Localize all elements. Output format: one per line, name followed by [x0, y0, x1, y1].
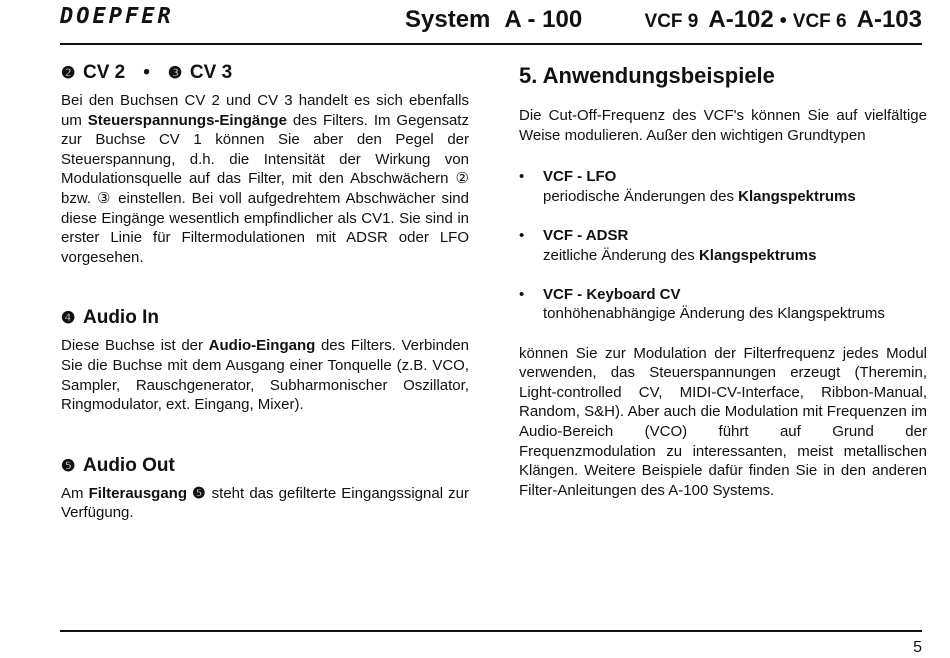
module-models: [645, 6, 922, 34]
cv-text-bold: Steuerspannungs-Eingänge: [87, 111, 287, 129]
list-item-desc: [543, 246, 927, 266]
page-number: 5: [913, 639, 922, 656]
audio-out-text-bold: Filterausgang: [88, 484, 187, 502]
intro-paragraph: Die Cut-Off-Frequenz des VCF's können Sie auf vielfältige Weise modulieren. Außer den wichtigen Grundtypen: [519, 107, 927, 144]
audio-in-text-2: des Filters. Verbinden Sie die Buchse mit dem Ausgang einer Tonquelle (z.B. VCO, Sampler, Rauschgenerator, Subharmonischer Oszillator, Ringmodulator, ext. Eingang, Mixer).: [61, 337, 469, 414]
system-title: [405, 6, 582, 34]
cv-text-2: des Filters. Im Gegensatz zur Buchse CV 1 können Sie aber den Pegel der Steuerspannung, d.h. die Intensität der Wirkung von Modulationsquelle auf das Filter, mit den Abschwächern ② bzw. ③ einstellen. Bei voll aufgedrehtem Abschwächer sind diese Eingänge wesentlich empfindlicher als CV1. Sie sind in erster Linie für Filtermodulationen mit ADSR oder LFO vorgesehen.: [61, 111, 469, 266]
system-number: A - 100: [504, 6, 583, 33]
audio-out-paragraph: [61, 484, 469, 523]
list-item-title: VCF - LFO: [543, 168, 617, 186]
cv-text-1: Bei den Buchsen CV 2 und CV 3 handelt es sich ebenfalls um: [61, 92, 469, 129]
doepfer-logo: DOEPFER: [60, 4, 174, 29]
desc-bold: Klangspektrums: [698, 246, 817, 264]
list-item-title: VCF - Keyboard CV: [543, 285, 681, 303]
a103-label: A-103: [856, 6, 922, 33]
desc-text: periodische Änderungen des: [543, 187, 739, 205]
list-item: [519, 226, 927, 265]
marker-5-icon: ❺: [61, 457, 76, 475]
desc-bold: Klangspektrums: [738, 187, 856, 205]
list-item-desc: [543, 187, 927, 207]
audio-in-text-bold: Audio-Eingang: [208, 337, 316, 355]
desc-text: zeitliche Änderung des: [543, 246, 699, 264]
list-item: [519, 285, 927, 324]
use-list: [519, 167, 927, 324]
cv-heading: [61, 60, 469, 87]
cv2-label: CV 2: [83, 62, 126, 83]
vcf6-label: VCF 6: [792, 11, 847, 32]
page-header: [60, 0, 922, 46]
header-bullet: •: [779, 10, 787, 32]
a102-label: A-102: [708, 6, 774, 33]
bullet-icon: •: [519, 168, 525, 186]
bullet-icon: •: [519, 285, 525, 303]
audio-in-heading: [61, 305, 469, 332]
outro-paragraph: können Sie zur Modulation der Filterfrequenz jedes Modul verwenden, das Steuerspannungen erzeugt (Theremin, Light-controlled CV, MIDI-CV-Interface, Ribbon-Manual, Random, S&H). Aber auch die Modulation mit Frequenzen im Audio-Bereich (VCO) führt auf Grund der Frequenzmodulation zu interessanten, meist metallischen Klängen. Weitere Beispiele dafür finden Sie in den anderen Filter-Anleitungen des A-100 Systems.: [519, 344, 927, 499]
list-item: [519, 167, 927, 206]
marker-2-icon: ❷: [61, 65, 76, 82]
audio-out-heading: [61, 453, 469, 480]
desc-text: tonhöhenabhängige Änderung des Klangspektrums: [543, 305, 885, 323]
right-column: [519, 60, 927, 500]
bullet-icon: •: [519, 226, 525, 244]
chapter-title: 5. Anwendungsbeispiele: [519, 63, 775, 88]
audio-in-paragraph: [61, 336, 469, 414]
heading-bullet: •: [143, 62, 150, 83]
footer-rule: [60, 630, 922, 632]
list-item-title: VCF - ADSR: [543, 226, 629, 244]
audio-in-text-1: Diese Buchse ist der: [61, 337, 209, 355]
audio-in-label: Audio In: [83, 307, 159, 329]
vcf9-label: VCF 9: [644, 11, 699, 32]
marker-3-icon: ❸: [167, 65, 183, 82]
header-rule: [60, 43, 922, 45]
system-label: System: [405, 6, 491, 33]
audio-out-text-1: Am: [61, 484, 89, 502]
list-item-desc: [543, 304, 927, 324]
cv3-label: CV 3: [189, 62, 233, 83]
audio-out-label: Audio Out: [83, 454, 175, 476]
marker-5-inline-icon: ❺: [187, 484, 207, 502]
left-column: [61, 60, 469, 523]
marker-4-icon: ❹: [61, 310, 76, 328]
audio-out-text-2: steht das gefilterte Eingangssignal zur Verfügung.: [61, 484, 470, 522]
cv-paragraph: [61, 91, 469, 267]
